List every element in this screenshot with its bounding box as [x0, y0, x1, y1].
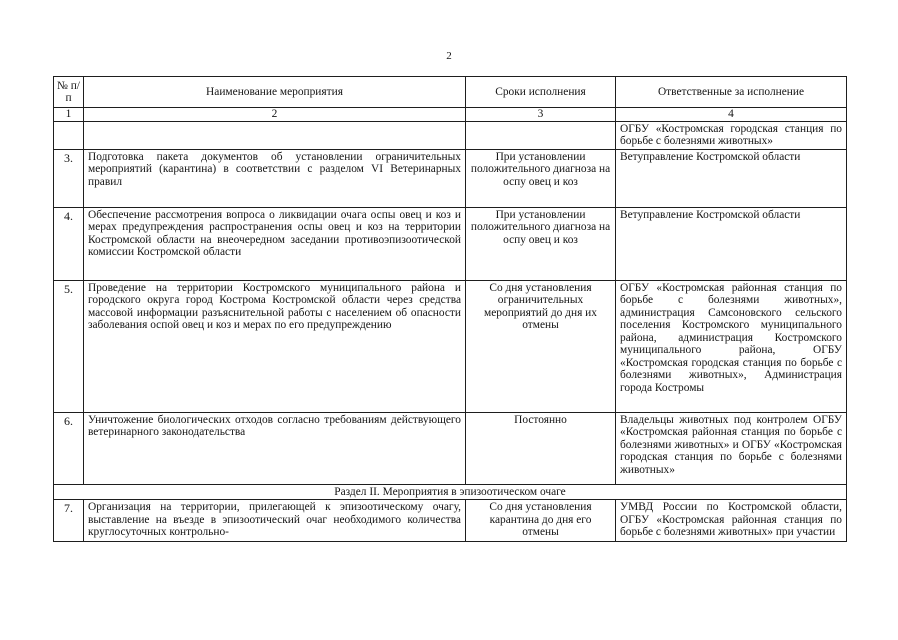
- table-row-continuation: [54, 121, 847, 149]
- header-number: № п/п: [54, 77, 84, 108]
- deadline: При установлении положительного диагноза на оспу овец и коз: [466, 207, 616, 280]
- table-row: [54, 149, 847, 207]
- deadline: Со дня установления карантина до дня его отмены: [466, 500, 616, 542]
- responsible: Владельцы животных под контролем ОГБУ «Костромская районная станция по борьбе с болезнями животных» и ОГБУ «Костромская городская станция по борьбе с болезнями животных»: [616, 412, 847, 484]
- column-number-2: 2: [84, 108, 466, 122]
- column-number-1: 1: [54, 108, 84, 122]
- row-number: 6.: [54, 412, 84, 484]
- section-heading-row: [54, 484, 847, 500]
- responsible: УМВД России по Костромской области, ОГБУ «Костромская районная станция по борьбе с болезнями животных» при участии: [616, 500, 847, 542]
- header-measure-name: Наименование мероприятия: [84, 77, 466, 108]
- row-number: [54, 121, 84, 149]
- measure-name: Проведение на территории Костромского муниципального района и городского округа город Кострома Костромской области через средства массовой информации разъяснительной работы с населением об опасности заболевания оспой овец и коз и мерах по его предупреждению: [84, 280, 466, 412]
- row-number: 5.: [54, 280, 84, 412]
- column-number-4: 4: [616, 108, 847, 122]
- responsible: ОГБУ «Костромская городская станция по борьбе с болезнями животных»: [616, 121, 847, 149]
- table-header-row: [54, 77, 847, 108]
- table-row: [54, 412, 847, 484]
- deadline: [466, 121, 616, 149]
- responsible: ОГБУ «Костромская районная станция по борьбе с болезнями животных», администрация Самсоновского сельского поселения Костромского муниципального района, администрация Костромского муниципального района, ОГБУ «Костромская городская станция по борьбе с болезнями животных», Администрация города Костромы: [616, 280, 847, 412]
- measure-name: [84, 121, 466, 149]
- column-number-3: 3: [466, 108, 616, 122]
- responsible: Ветуправление Костромской области: [616, 149, 847, 207]
- measures-table: [53, 76, 847, 542]
- column-numbers-row: [54, 108, 847, 122]
- header-responsible: Ответственные за исполнение: [616, 77, 847, 108]
- row-number: 3.: [54, 149, 84, 207]
- deadline: При установлении положительного диагноза на оспу овец и коз: [466, 149, 616, 207]
- table-row: [54, 500, 847, 542]
- table-row: [54, 280, 847, 412]
- header-deadlines: Сроки исполнения: [466, 77, 616, 108]
- responsible: Ветуправление Костромской области: [616, 207, 847, 280]
- deadline: Со дня установления ограничительных мероприятий до дня их отмены: [466, 280, 616, 412]
- measure-name: Организация на территории, прилегающей к эпизоотическому очагу, выставление на въезде в эпизоотический очаг необходимого количества круглосуточных контрольно-: [84, 500, 466, 542]
- table-row: [54, 207, 847, 280]
- row-number: 7.: [54, 500, 84, 542]
- section-heading: Раздел II. Мероприятия в эпизоотическом очаге: [54, 484, 847, 500]
- deadline: Постоянно: [466, 412, 616, 484]
- row-number: 4.: [54, 207, 84, 280]
- measure-name: Подготовка пакета документов об установлении ограничительных мероприятий (карантина) в соответствии с разделом VI Ветеринарных правил: [84, 149, 466, 207]
- measure-name: Обеспечение рассмотрения вопроса о ликвидации очага оспы овец и коз и мерах предупреждения распространения оспы овец и коз на территории Костромской области на внеочередном заседании противоэпизоотической комиссии Костромской области: [84, 207, 466, 280]
- measure-name: Уничтожение биологических отходов согласно требованиям действующего ветеринарного законодательства: [84, 412, 466, 484]
- page-number: 2: [446, 50, 452, 62]
